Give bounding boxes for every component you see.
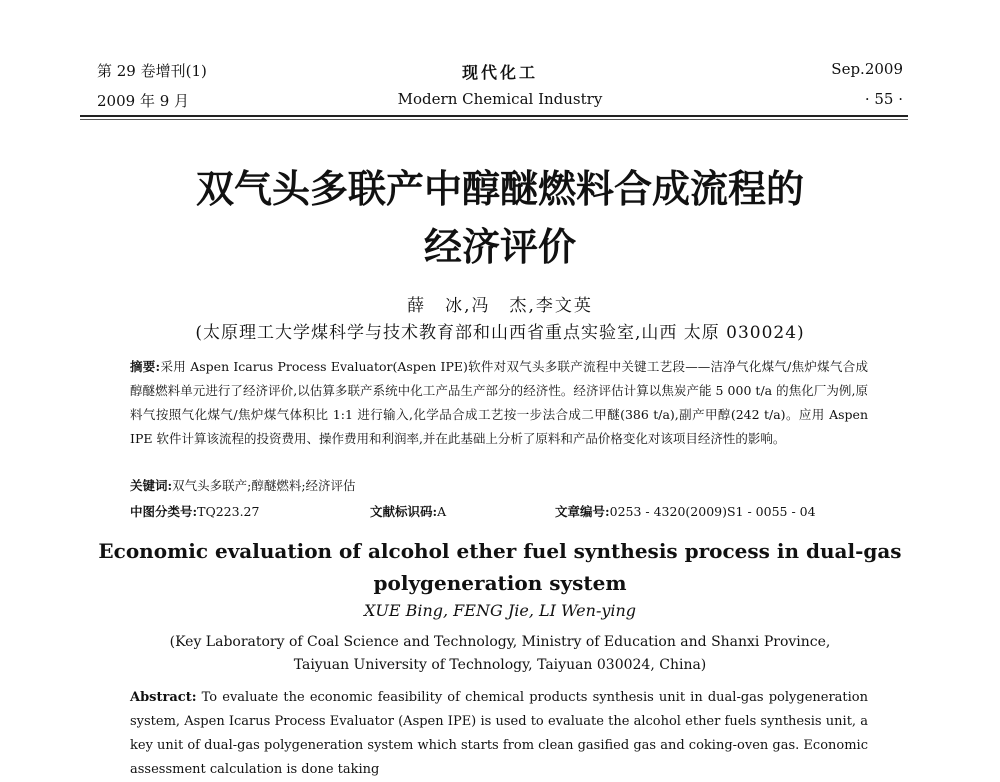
affiliation-cn: (太原理工大学煤科学与技术教育部和山西省重点实验室,山西 太原 030024) [195,323,805,343]
document-code-label: 文献标识码: [370,504,438,519]
abstract-en-label: Abstract: [130,690,197,705]
article-number [555,502,816,520]
affiliation-en-line-2: Taiyuan University of Technology, Taiyuan 030024, China) [293,657,707,673]
publication-date-en: Sep.2009 [831,60,903,78]
affiliation-en [0,631,1000,677]
abstract-en [130,686,868,782]
authors-en: XUE Bing, FENG Jie, LI Wen-ying [363,601,637,620]
authors-cn: 薛 冰,冯 杰,李文英 [407,296,593,316]
journal-name-cn: 现代化工 [461,63,538,82]
header-rule-thin [80,119,908,120]
abstract-cn-text: 采用 Aspen Icarus Process Evaluator(Aspen IPE)软件对双气头多联产流程中关键工艺段——洁净气化煤气/焦炉煤气合成醇醚燃料单元进行了经济评价,以估算多联产系统中化工产品生产部分的经济性。经济评估计算以焦炭产能 5 000 t/a 的焦化厂为例,原料气按照气化煤气/焦炉煤气体积比 1:1 进行输入,化学品合成工艺按一步法合成二甲醚(386 t/a),副产甲醇(242 t/a)。应用 Aspen IPE 软件计算该流程的投资费用、操作费用和利润率,并在此基础上分析了原料和产品价格变化对该项目经济性的影响。 [130,359,868,446]
article-number-label: 文章编号: [555,504,610,519]
paper-title-cn [0,160,1000,276]
publication-date-cn: 2009 年 9 月 [97,92,190,110]
document-code-value: A [437,504,447,519]
paper-title-en [0,535,1000,599]
keywords-cn-label: 关键词: [130,478,173,493]
paper-title-cn-line-1: 双气头多联产中醇醚燃料合成流程的 [195,167,804,211]
journal-name-en: Modern Chemical Industry [397,90,603,108]
abstract-cn [130,355,868,451]
clc-number [130,502,259,520]
affiliation-en-line-1: (Key Laboratory of Coal Science and Technology, Ministry of Education and Shanxi Province, [169,634,831,650]
paper-title-en-line-2: polygeneration system [373,571,627,595]
abstract-en-text: To evaluate the economic feasibility of chemical products synthesis unit in dual-gas polygeneration system, Aspen Icarus Process Evaluator (Aspen IPE) is used to evaluate the alcohol ether fuels synthesis unit, a key unit of dual-gas polygeneration system which starts from clean gasified gas and coking-oven gas. Economic assessment calculation is done taking [130,690,868,777]
document-code [370,502,446,520]
volume-issue: 第 29 卷增刊(1) [97,62,207,80]
keywords-cn [130,476,356,494]
abstract-cn-label: 摘要: [130,359,161,374]
article-number-value: 0253 - 4320(2009)S1 - 0055 - 04 [609,504,816,519]
paper-title-cn-line-2: 经济评价 [423,225,576,269]
page-number: · 55 · [864,90,903,108]
paper-title-en-line-1: Economic evaluation of alcohol ether fuel synthesis process in dual-gas [98,539,902,563]
clc-label: 中图分类号: [130,504,198,519]
keywords-cn-text: 双气头多联产;醇醚燃料;经济评估 [172,478,356,493]
header-rule [80,115,908,117]
clc-value: TQ223.27 [197,504,260,519]
